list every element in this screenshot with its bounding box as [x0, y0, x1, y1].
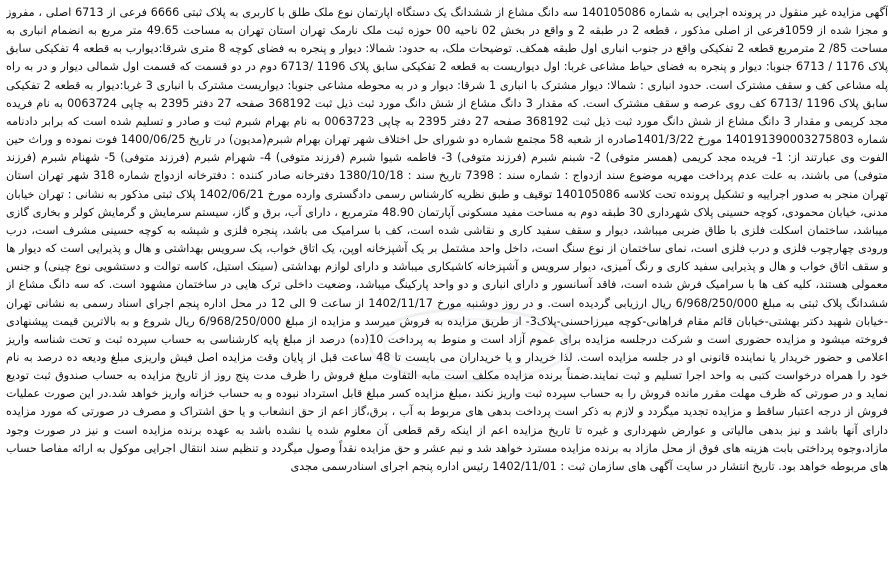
auction-notice	[6, 4, 888, 564]
auction-notice-paragraph: آگهی مزایده غیر منقول در پرونده اجرایی به شماره 140105086 سه دانگ مشاع از ششدانگ یک دستگاه اپارتمان نوع ملک طلق با کاربری به پلاک ثبتی 6666 فرعی از 6713 اصلی ، مفروز و مجزا شده از 1059فرعی از اصلی مذکور ، قطعه 2 در طبقه 2 و واقع در بخش 02 ناحیه 00 حوزه ثبت ملک نارمک تهران استان تهران به مساحت 49.65 متر مربع به انضمام انباری به مساحت 85/ 2 مترمربع قطعه 2 تفکیکی واقع در جنوب انباری اول طبقه همکف. توضیحات ملک، به حدود: شمالا: دیوار و پنجره به فضای کوچه 8 متری شرقا:دیوارب به قطعه 4 تفکیکی سابق پلاک 1176 / 6713 جنوبا: دیوار و پنجره به فضای حیاط مشاعی غربا: اول دیواریست به قطعه 2 تفکیکی سابق پلاک 1196 /6713 دوم در دو قسمت که قسمت اول شمالی دیوار و در به راه پله مشاعی کف و سقف مشترک است. حدود انباری : شمالا: دیوار مشترک با انباری 1 شرقا: دیوار و در به محوطه مشاعی جنوبا: دیواریست مشترک با انباری 3 غربا:دیوار به قطعه 2 تفکیکی سابق پلاک 1196 /6713 کف روی عرصه و سقف مشترک است. که مقدار 3 دانگ مشاع از شش دانگ مورد ثبت ذیل ثبت 368192 صفحه 27 دفتر 2395 به چاپی 0063724 به نام فریده مجد کریمی و مقدار 3 دانگ مشاع از شش دانگ مورد ثبت ذیل ثبت 368192 صفحه 27 دفتر 2395 به چاپی 0063723 به نام بهرام شبرم ثبت و صادر و تسلیم شده است که برابر دادنامه شماره 140191390003275803 مورخ 1401/3/22صادره از شعبه 58 مجتمع شماره دو شورای حل اختلاف شهر تهران بهرام شبرم(مدیون) در تاریخ 1400/06/25 فوت نموده و وراث حین الفوت وی عبارتند از: 1- فریده مجد کریمی (همسر متوفی) 2- شبنم شبرم (فرزند متوفی) 3- فاطمه شیوا شبرم (فرزند متوفی) 4- شهرام شبرم (فرزند متوفی) 5- شهنام شبرم (فرزند متوفی) می باشند، به علت عدم پرداخت مهریه موضوع سند ازدواج : شماره سند : 7398 تاریخ سند : 1380/10/18 دفترخانه صادر کننده : دفترخانه ازدواج شماره 318 شهر تهران استان تهران منجر به صدور اجراییه و تشکیل پرونده تحت کلاسه 140105086 توقیف و طبق نظریه کارشناس رسمی دادگستری وارده مورخ 1402/06/21 پلاک ثبتی مذکور به نشانی : تهران خیابان مدنی، خیابان محمودی، کوچه حسینی پلاک شهرداری 30 طبقه دوم به مساحت مفید مسکونی آپارتمان 48.90 مترمربع ، دارای آب، برق و گاز، سیستم سرمایش و گرمایش کولر و بخاری گازی میباشد، ساختمان اسکلت فلزی با طاق ضربی میباشد، دیوار و سقف سفید کاری و نقاشی شده است، کف با سرامیک می باشد، پنجره فلزی و شیشه به کوچه حسینی مشرف است، درب ورودی چهارچوب فلزی و درب فلزی است، نمای ساختمان از نوع سنگ است، داخل واحد مشتمل بر یک آشپزخانه اوپن، یک اتاق خواب، یک سرویس بهداشتی و هال و پذیرایی است که دیوار ها و سقف اتاق خواب و هال و پذیرایی سفید کاری و رنگ آمیزی، دیوار سرویس و آشپزخانه کاشیکاری میباشد و دارای لوازم بهداشتی (سینک استیل، کاسه توالت و دستشویی نوع چینی) و جنس معمولی هستند، کلیه کف ها با سرامیک فرش شده است، فاقد آسانسور و دارای انباری و دو واحد پارکینگ میباشد، وضعیت داخلی ترک هایی در ساختمان مشهود است. که سه دانگ مشاع از ششدانگ پلاک ثبتی به مبلغ 6/968/250/000 ریال ارزیابی گردیده است. و در روز دوشنبه مورخ 1402/11/17 از ساعت 9 الی 12 در محل اداره پنجم اجرای اسناد رسمی به نشانی تهران -خیابان شهید دکتر بهشتی-خیابان قائم مقام فراهانی-کوچه میرزاحسنی-پلاک3- از طریق مزایده به فروش میرسد و مزایده از مبلغ 6/968/250/000 ریال شروع و به بالاترین قیمت پیشنهادی فروخته میشود و مزایده حضوری است و شرکت درجلسه مزایده برای عموم آزاد است و منوط به پرداخت 10(ده) درصد از مبلغ پایه کارشناسی به حساب سپرده ثبت و تحت شناسه واریز اعلامی و حضور خریدار یا نماینده قانونی او در جلسه مزایده است. لذا خریدار و یا خریداران می بایست تا 48 ساعت قبل از پایان وقت مزایده اصل فیش واریزی مبلغ ودیعه ده درصد به نام خود را همراه درخواست کتبی به واحد اجرا تسلیم و ثبت نمایند.ضمناً برنده مزایده مکلف است مابه التفاوت مبلغ فروش را ظرف مدت پنج روز از تاریخ مزایده به حساب صندوق ثبت تودیع نماید و در صورتی که ظرف مهلت مقرر مانده فروش را به حساب سپرده ثبت واریز نکند ،مبلغ مزایده کسر مبلغ قابل استرداد نبوده و به حساب خزانه واریز خواهد شد.در این صورت عملیات فروش از درجه اعتبار ساقط و مزایده تجدید میگردد و لازم به ذکر است پرداخت بدهی های مربوط به آب ، برق،گاز اعم از حق انشعاب و یا حق اشتراک و مصرف در صورتی که مورد مزایده دارای آنها باشد و نیز بدهی مالیاتی و عوارض شهرداری و غیره تا تاریخ مزایده اعم از اینکه رقم قطعی آن معلوم شده یا نشده باشد به عهده برنده مزایده است و نیز در صورت وجود مازاد،وجوه پرداختی بابت هزینه های فوق از محل مازاد به برنده مزایده مسترد خواهد شد و نیم عشر و حق مزایده نقداً وصول میگردد و تنظیم سند انتقال اجرایی موکول به ارائه مفاصا حساب های مربوطه خواهد بود. تاریخ انتشار در سایت آگهی های سازمان ثبت : 1402/11/01 رئیس اداره پنجم اجرای اسنادرسمی مجدی	[6, 6, 888, 473]
